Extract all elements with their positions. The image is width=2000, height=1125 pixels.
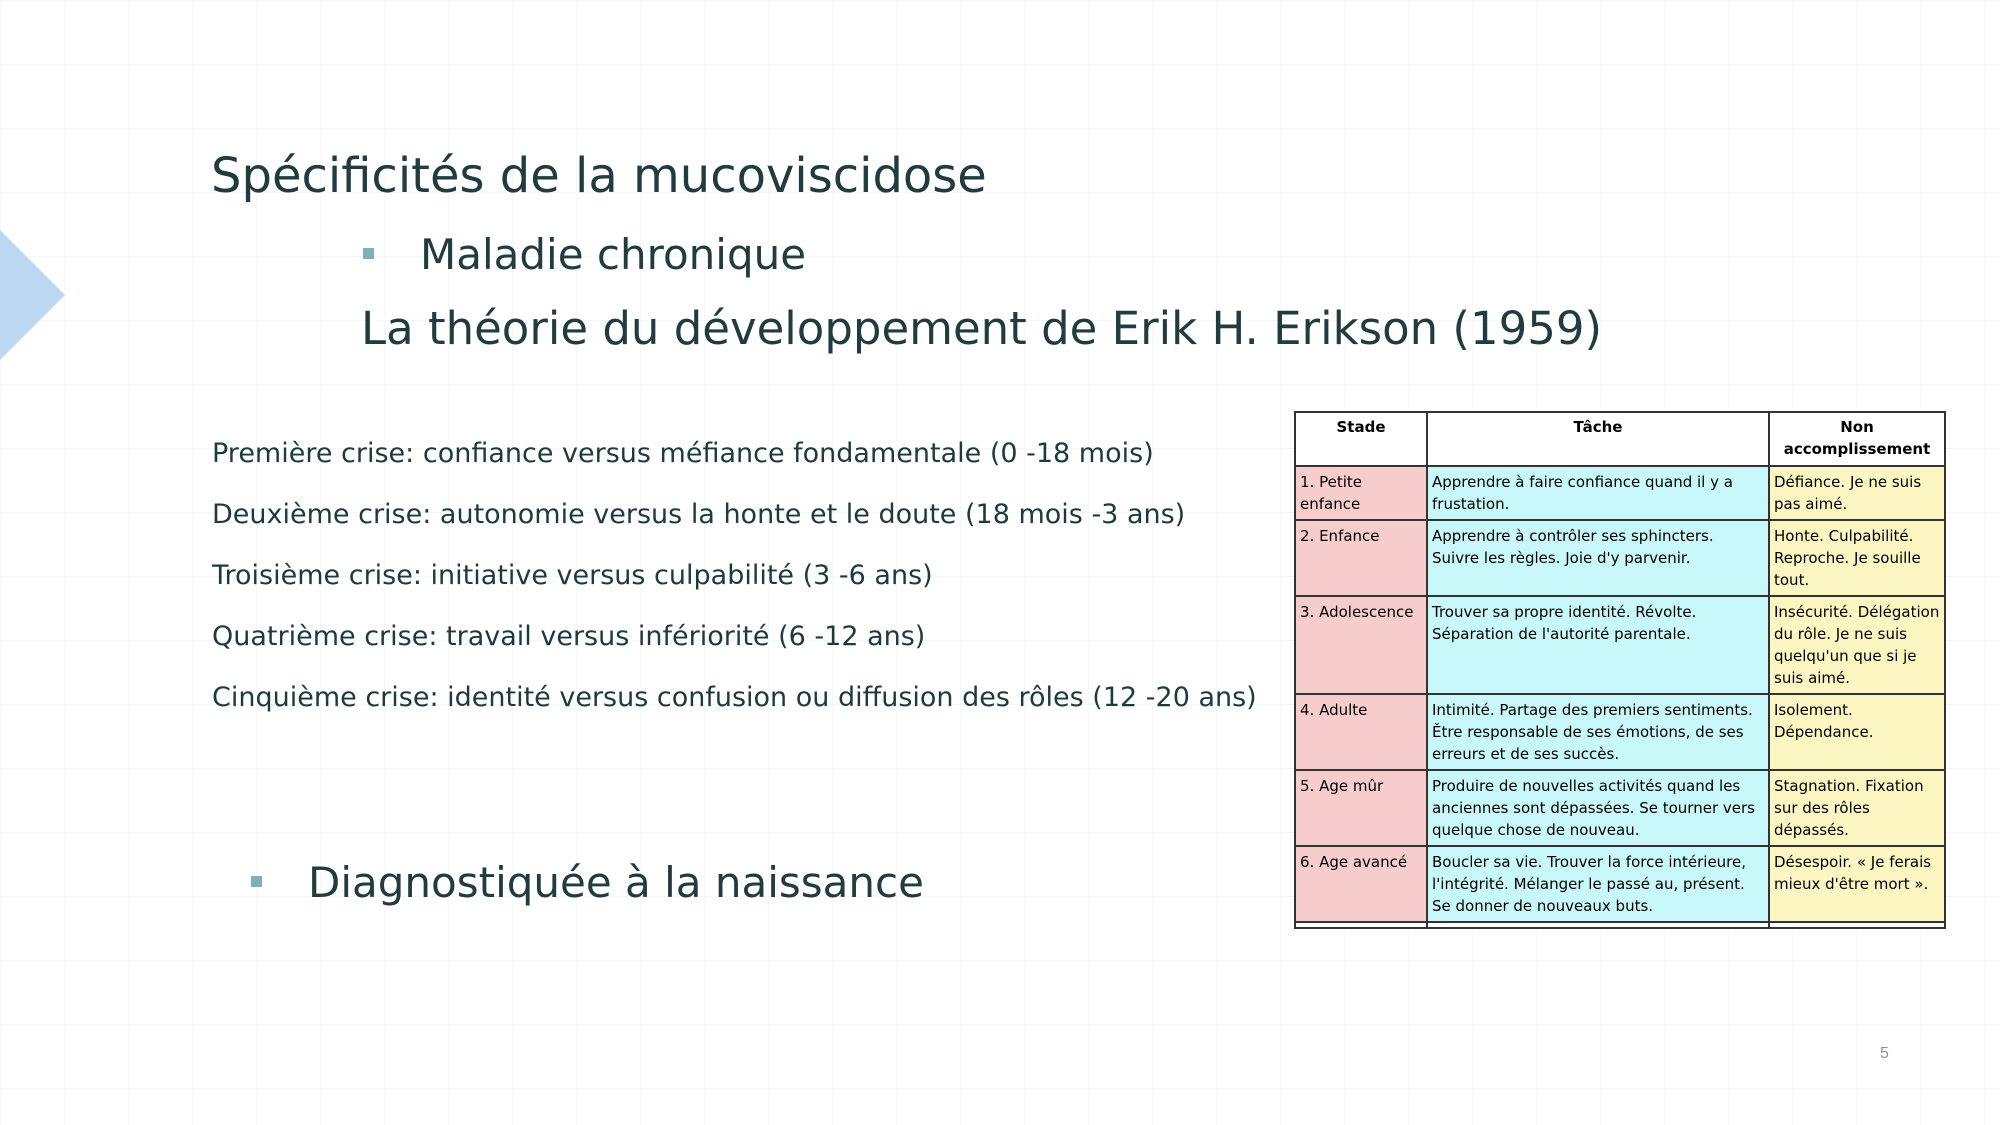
table-header-row: [1295, 412, 1945, 466]
erikson-stages-table: [1294, 411, 1946, 929]
table-row: [1295, 770, 1945, 846]
bullet-diagnosed-at-birth: [251, 858, 924, 907]
non-accomplishment-cell: Isolement. Dépendance.: [1769, 694, 1945, 770]
task-cell: Intimité. Partage des premiers sentiments. Ětre responsable de ses émotions, de ses erreurs et de ses succès.: [1427, 694, 1769, 770]
table-row: [1295, 846, 1945, 922]
stage-cell: 6. Age avancé: [1295, 846, 1427, 922]
stage-cell: 3. Adolescence: [1295, 596, 1427, 694]
page-number: 5: [1880, 1045, 1889, 1062]
bullet-chronic-disease: [363, 230, 806, 279]
crisis-item: Quatrième crise: travail versus infériorité (6 -12 ans): [212, 621, 926, 652]
empty-cell: [1769, 922, 1945, 928]
header-stage: Stade: [1295, 412, 1427, 466]
task-cell: Produire de nouvelles activités quand les anciennes sont dépassées. Se tourner vers quelque chose de nouveau.: [1427, 770, 1769, 846]
non-accomplishment-cell: Insécurité. Délégation du rôle. Je ne suis quelqu'un que si je suis aimé.: [1769, 596, 1945, 694]
header-non-accomplishment: Non accomplissement: [1769, 412, 1945, 466]
stage-cell: 1. Petite enfance: [1295, 466, 1427, 520]
stage-cell: 4. Adulte: [1295, 694, 1427, 770]
table-row: [1295, 694, 1945, 770]
empty-cell: [1295, 922, 1427, 928]
non-accomplishment-cell: Défiance. Je ne suis pas aimé.: [1769, 466, 1945, 520]
crisis-item: Troisième crise: initiative versus culpabilité (3 -6 ans): [212, 560, 933, 591]
empty-cell: [1427, 922, 1769, 928]
task-cell: Apprendre à contrôler ses sphincters. Suivre les règles. Joie d'y parvenir.: [1427, 520, 1769, 596]
task-cell: Boucler sa vie. Trouver la force intérieure, l'intégrité. Mélanger le passé au, présent. Se donner de nouveaux buts.: [1427, 846, 1769, 922]
crisis-list: [212, 436, 1257, 741]
slide-title: Spécificités de la mucoviscidose: [211, 148, 987, 204]
task-cell: Apprendre à faire confiance quand il y a frustation.: [1427, 466, 1769, 520]
bullet-text: Maladie chronique: [420, 230, 807, 279]
square-bullet-icon: [363, 248, 374, 259]
table-row: [1295, 520, 1945, 596]
crisis-item: Cinquième crise: identité versus confusion ou diffusion des rôles (12 -20 ans): [212, 682, 1257, 713]
square-bullet-icon: [251, 876, 262, 887]
non-accomplishment-cell: Stagnation. Fixation sur des rôles dépassés.: [1769, 770, 1945, 846]
decorative-arrow-icon: [0, 230, 65, 360]
crisis-item: Deuxième crise: autonomie versus la honte et le doute (18 mois -3 ans): [212, 499, 1186, 530]
table-row: [1295, 596, 1945, 694]
non-accomplishment-cell: Honte. Culpabilité. Reproche. Je souille tout.: [1769, 520, 1945, 596]
stage-cell: 2. Enfance: [1295, 520, 1427, 596]
non-accomplishment-cell: Désespoir. « Je ferais mieux d'être mort ».: [1769, 846, 1945, 922]
table-row: [1295, 466, 1945, 520]
table-end-row: [1295, 922, 1945, 928]
header-task: Tâche: [1427, 412, 1769, 466]
bullet-text: Diagnostiquée à la naissance: [308, 858, 924, 907]
crisis-item: Première crise: confiance versus méfiance fondamentale (0 -18 mois): [212, 438, 1154, 469]
task-cell: Trouver sa propre identité. Révolte. Séparation de l'autorité parentale.: [1427, 596, 1769, 694]
stage-cell: 5. Age mûr: [1295, 770, 1427, 846]
erikson-heading: La théorie du développement de Erik H. Erikson (1959): [361, 302, 1603, 355]
